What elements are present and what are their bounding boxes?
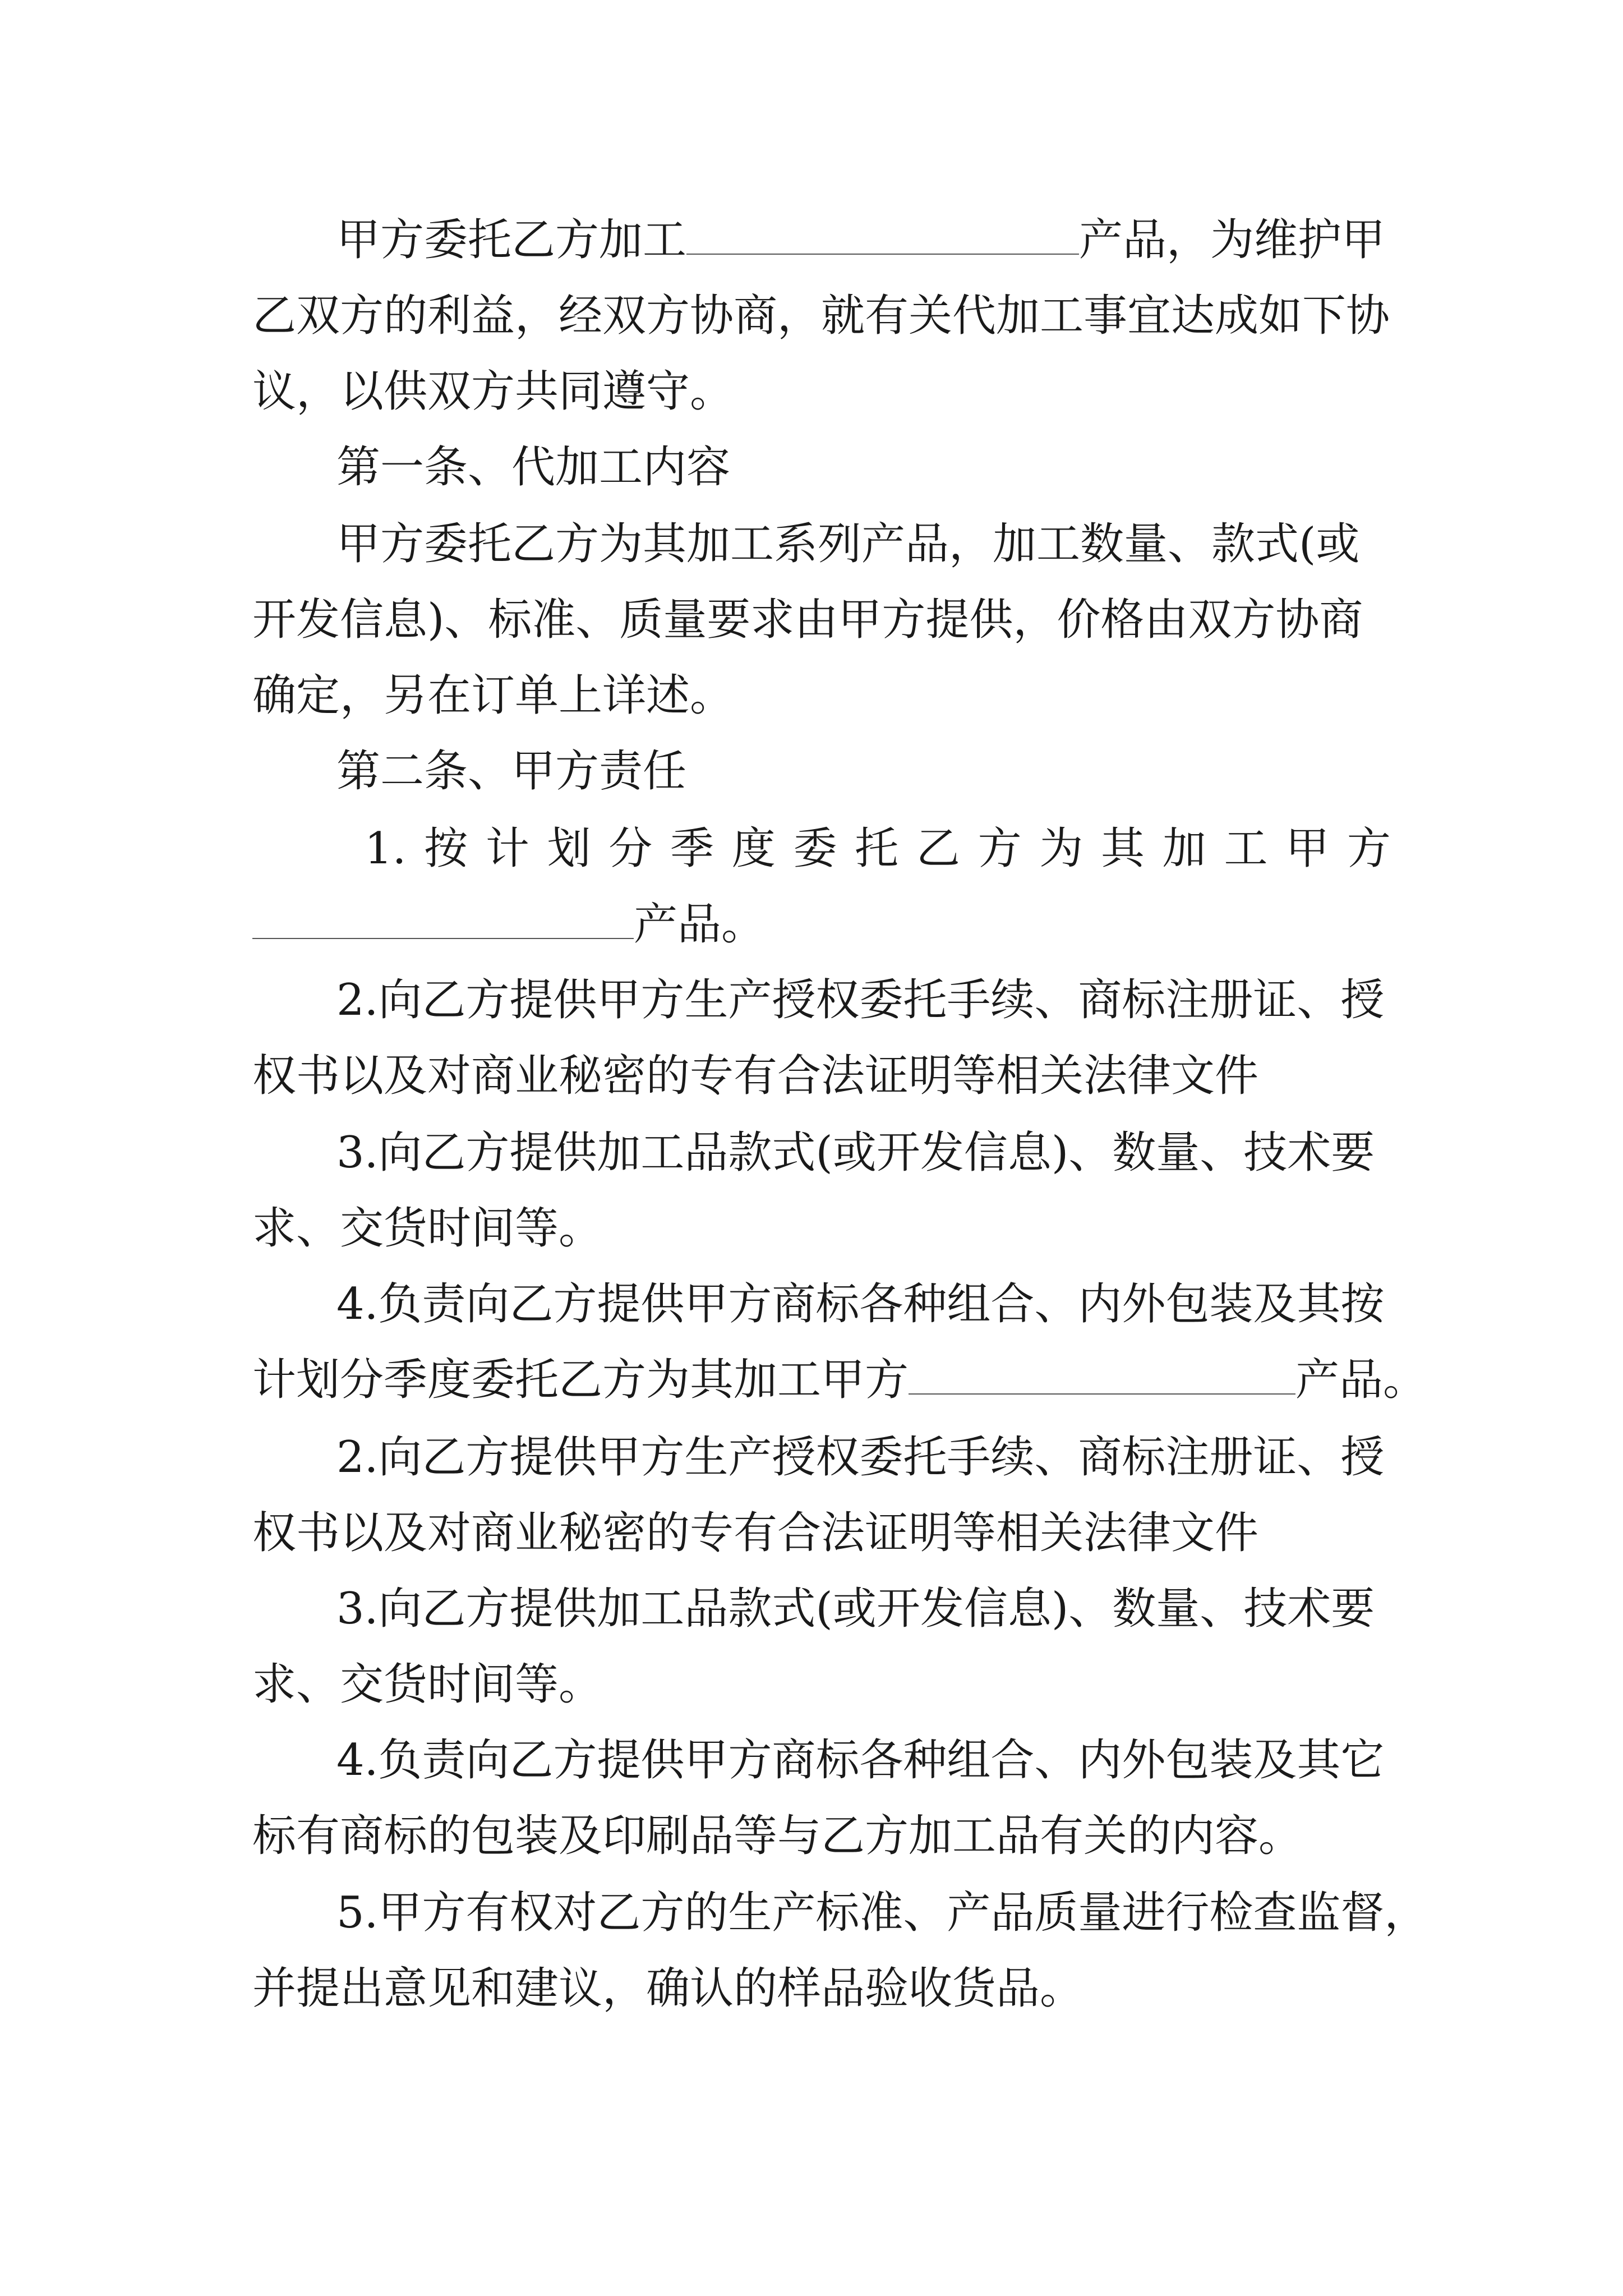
section-heading-2: 第二条、甲方责任	[336, 746, 687, 797]
item-2-repeat-line-2: 权书以及对商业秘密的专有合法证明等相关法律文件	[252, 1508, 1259, 1558]
item-3-line-1: 3.向乙方提供加工品款式(或开发信息)、数量、技术要	[336, 1128, 1375, 1178]
paragraph-intro-line-2: 乙双方的利益，经双方协商，就有关代加工事宜达成如下协	[252, 291, 1390, 341]
fill-in-blank-product[interactable]	[686, 219, 1079, 255]
item-2-line-2: 权书以及对商业秘密的专有合法证明等相关法律文件	[252, 1051, 1259, 1101]
text: 产品。	[634, 899, 766, 950]
char: 甲	[1285, 823, 1330, 874]
text: 产品，为维护甲	[1079, 215, 1386, 265]
paragraph-intro-line-1	[336, 215, 1385, 265]
char: 工	[1224, 823, 1268, 874]
char: 分	[608, 823, 653, 874]
char: 为	[1039, 823, 1083, 874]
char: 季	[670, 823, 714, 874]
char: 乙	[916, 823, 960, 874]
char: 方	[978, 823, 1022, 874]
char: 划	[547, 823, 591, 874]
paragraph-content-line-2: 开发信息)、标准、质量要求由甲方提供，价格由双方协商	[252, 595, 1363, 645]
char: 方	[1347, 823, 1391, 874]
char: 托	[855, 823, 899, 874]
item-1-line-1	[365, 823, 1391, 874]
char: 加	[1162, 823, 1206, 874]
item-4-line-2	[252, 1355, 1427, 1405]
paragraph-content-line-1: 甲方委托乙方为其加工系列产品，加工数量、款式(或	[336, 519, 1360, 569]
text: 甲方委托乙方加工	[336, 215, 687, 265]
char: 委	[793, 823, 837, 874]
char: 其	[1101, 823, 1145, 874]
char: 1.	[365, 823, 407, 874]
item-3-line-2: 求、交货时间等。	[252, 1203, 603, 1254]
fill-in-blank-product[interactable]	[252, 903, 634, 939]
item-3-repeat-line-1: 3.向乙方提供加工品款式(或开发信息)、数量、技术要	[336, 1584, 1375, 1634]
item-2-repeat-line-1: 2.向乙方提供甲方生产授权委托手续、商标注册证、授	[336, 1432, 1385, 1483]
char: 度	[731, 823, 776, 874]
fill-in-blank-product[interactable]	[909, 1359, 1295, 1395]
item-5-line-1: 5.甲方有权对乙方的生产标准、产品质量进行检查监督，	[336, 1888, 1428, 1938]
char: 计	[485, 823, 529, 874]
text: 计划分季度委托乙方为其加工甲方	[252, 1355, 909, 1405]
item-1-line-2	[252, 899, 765, 950]
section-heading-1: 第一条、代加工内容	[336, 442, 731, 493]
char: 按	[424, 823, 468, 874]
item-4-line-1: 4.负责向乙方提供甲方商标各种组合、内外包装及其按	[336, 1279, 1385, 1329]
item-5-line-2: 并提出意见和建议，确认的样品验收货品。	[252, 1963, 1084, 2014]
paragraph-content-line-3: 确定，另在订单上详述。	[252, 670, 734, 721]
paragraph-intro-line-3: 议，以供双方共同遵守。	[252, 366, 734, 417]
item-4-repeat-line-2: 标有商标的包装及印刷品等与乙方加工品有关的内容。	[252, 1811, 1303, 1861]
item-2-line-1: 2.向乙方提供甲方生产授权委托手续、商标注册证、授	[336, 975, 1385, 1025]
item-3-repeat-line-2: 求、交货时间等。	[252, 1659, 603, 1710]
item-4-repeat-line-1: 4.负责向乙方提供甲方商标各种组合、内外包装及其它	[336, 1735, 1385, 1786]
text: 产品。	[1295, 1355, 1427, 1405]
